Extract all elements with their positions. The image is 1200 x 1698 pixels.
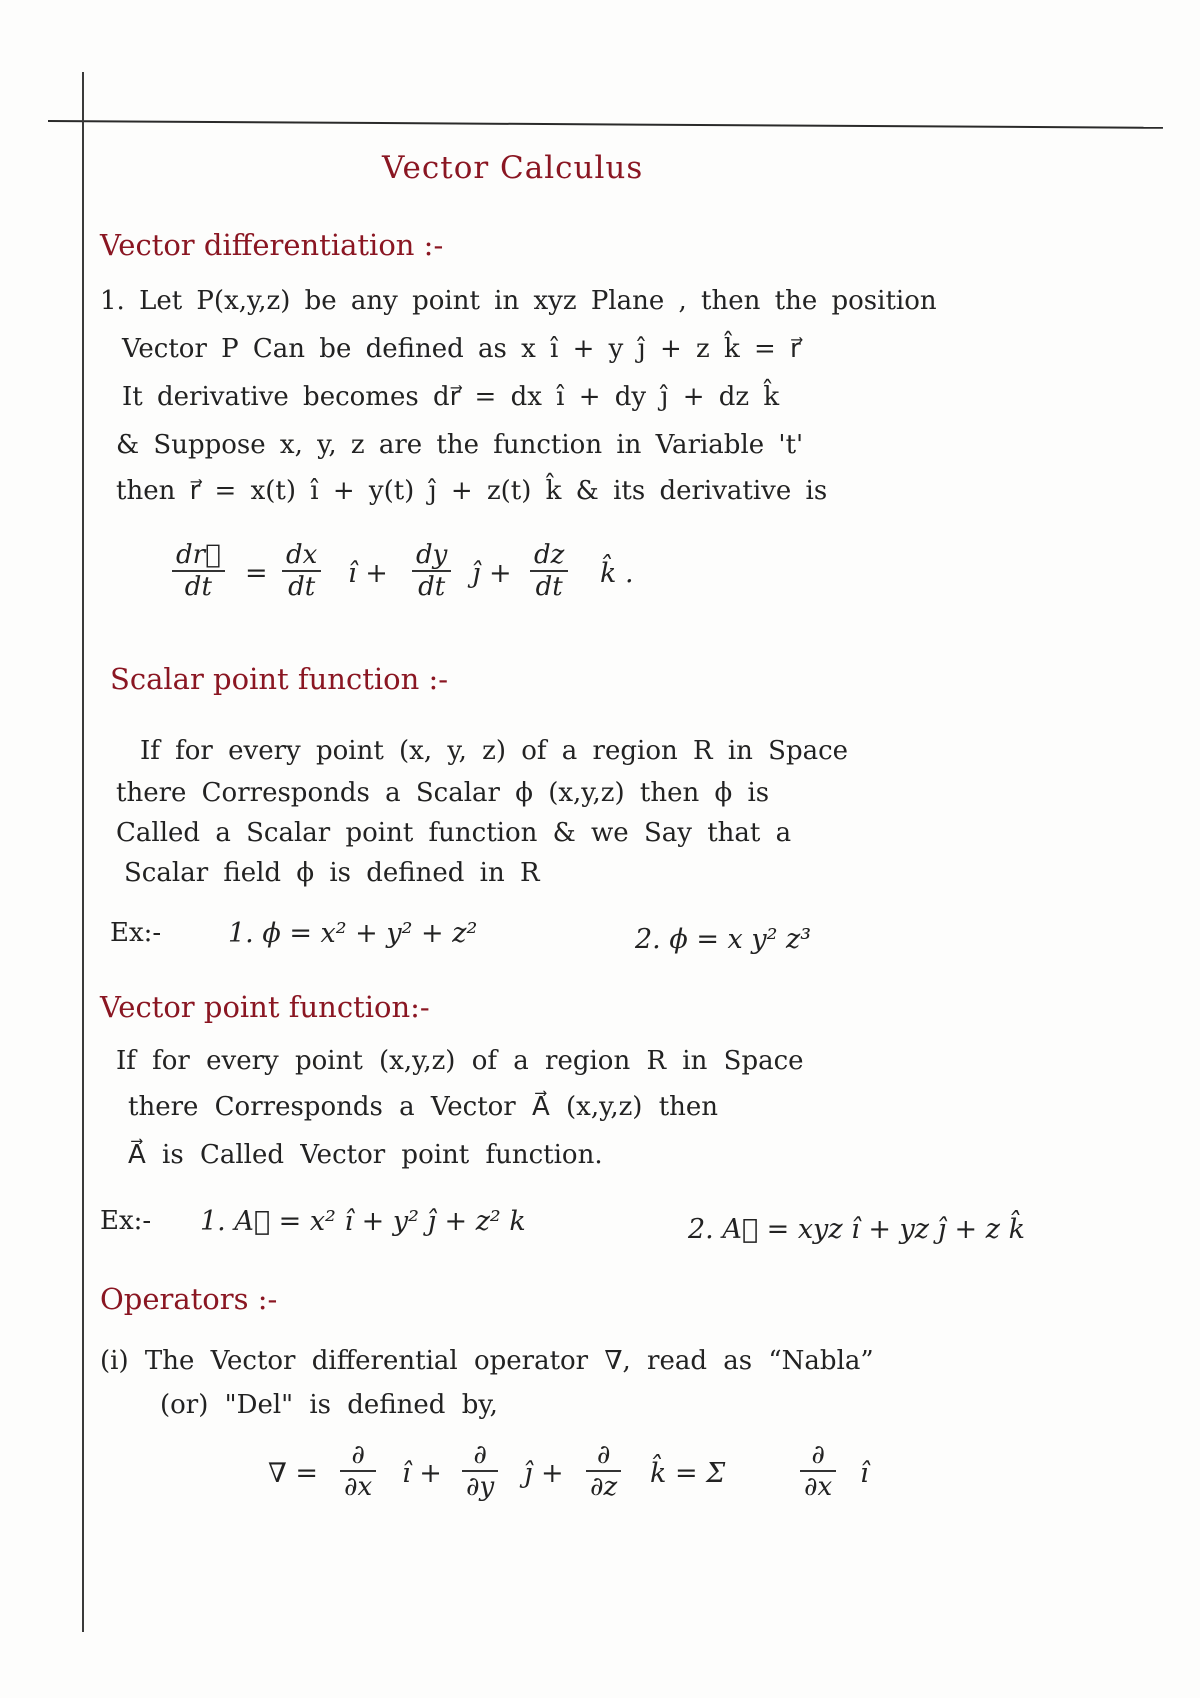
vd-line-5: then r⃗ = x(t) î + y(t) ĵ + z(t) k̂ & its derivative is <box>116 476 828 506</box>
eq-term2-unit: ĵ + <box>472 558 512 589</box>
eq-term1-fraction <box>282 540 321 602</box>
eq-term2-num: dy <box>412 540 451 572</box>
vd-line-3: It derivative becomes dr⃗ = dx î + dy ĵ + dz k̂ <box>122 382 780 412</box>
vector-ex-label: Ex:- <box>100 1206 152 1236</box>
vector-example-1: 1. A⃗ = x² î + y² ĵ + z² k <box>200 1206 526 1237</box>
operators-line-1: (i) The Vector differential operator ∇, read as “Nabla” <box>100 1346 874 1376</box>
eq-term1-unit: î + <box>348 558 388 589</box>
eq-equals: = <box>245 558 268 589</box>
scalar-example-1: 1. ϕ = x² + y² + z² <box>228 918 478 949</box>
eq-lhs-num: dr⃗ <box>172 540 225 572</box>
eq-term3-fraction <box>530 540 568 602</box>
left-margin-rule <box>82 72 84 1632</box>
vd-line-1: 1. Let P(x,y,z) be any point in xyz Plane , then the position <box>100 286 937 316</box>
heading-operators: Operators :- <box>100 1282 278 1316</box>
nabla-sum-fraction <box>800 1440 836 1502</box>
scalar-line-4: Scalar field ϕ is defined in R <box>124 858 540 888</box>
nabla-k-eq-sum: k̂ = Σ <box>650 1458 726 1489</box>
nabla-dy-fraction <box>462 1440 498 1502</box>
heading-vector-point-function: Vector point function:- <box>100 990 430 1024</box>
nabla-j-plus: ĵ + <box>524 1458 564 1489</box>
heading-vector-differentiation: Vector differentiation :- <box>100 228 444 262</box>
scalar-line-1: If for every point (x, y, z) of a region R in Space <box>140 736 849 766</box>
nabla-i-plus: î + <box>402 1458 442 1489</box>
nabla-dy-num: ∂ <box>462 1440 498 1472</box>
scalar-line-2: there Corresponds a Scalar ϕ (x,y,z) then ϕ is <box>116 778 770 808</box>
nabla-dz-den: ∂z <box>590 1472 618 1502</box>
nabla-dy-den: ∂y <box>466 1472 495 1502</box>
nabla-lhs: ∇ = <box>268 1458 319 1489</box>
nabla-sum-den: ∂x <box>804 1472 833 1502</box>
eq-term3-num: dz <box>530 540 568 572</box>
vector-line-3: A⃗ is Called Vector point function. <box>128 1140 603 1170</box>
eq-lhs-den: dt <box>184 572 212 602</box>
nabla-dz-num: ∂ <box>586 1440 621 1472</box>
scalar-example-2: 2. ϕ = x y² z³ <box>635 924 812 955</box>
heading-scalar-point-function: Scalar point function :- <box>110 662 449 696</box>
scalar-ex-label: Ex:- <box>110 918 162 948</box>
vector-line-1: If for every point (x,y,z) of a region R in Space <box>116 1046 804 1076</box>
eq-term2-den: dt <box>418 572 446 602</box>
nabla-sum-i: î <box>860 1458 869 1489</box>
eq-lhs-fraction <box>172 540 225 602</box>
scalar-line-3: Called a Scalar point function & we Say that a <box>116 818 792 848</box>
eq-term3-unit: k̂ . <box>600 558 634 589</box>
vector-example-2: 2. A⃗ = xyz î + yz ĵ + z k̂ <box>688 1214 1025 1245</box>
eq-term1-num: dx <box>282 540 321 572</box>
eq-term2-fraction <box>412 540 451 602</box>
eq-term1-den: dt <box>288 572 316 602</box>
vector-line-2: there Corresponds a Vector A⃗ (x,y,z) then <box>128 1092 719 1122</box>
page-title: Vector Calculus <box>382 150 644 186</box>
eq-term3-den: dt <box>535 572 563 602</box>
nabla-dx-num: ∂ <box>340 1440 376 1472</box>
nabla-dx-fraction <box>340 1440 376 1502</box>
nabla-sum-num: ∂ <box>800 1440 836 1472</box>
nabla-dz-fraction <box>586 1440 621 1502</box>
vd-line-2: Vector P Can be defined as x î + y ĵ + z k̂ = r⃗ <box>122 334 801 364</box>
vd-line-4: & Suppose x, y, z are the function in Variable 't' <box>116 430 804 460</box>
nabla-dx-den: ∂x <box>344 1472 373 1502</box>
operators-line-2: (or) "Del" is defined by, <box>160 1390 498 1420</box>
